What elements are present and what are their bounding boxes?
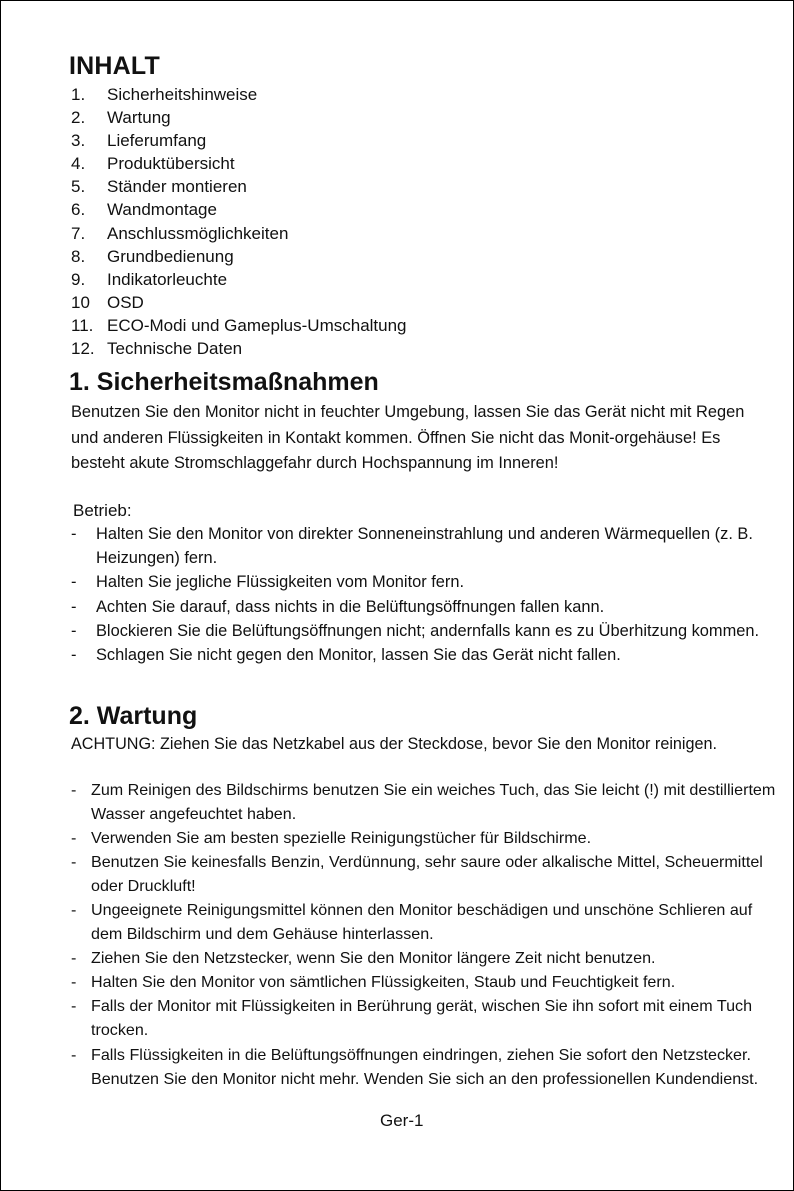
- bullet-item: [71, 595, 776, 619]
- bullet-text: Halten Sie jegliche Flüssigkeiten vom Monitor fern.: [96, 573, 465, 592]
- bullet-dash: -: [71, 1045, 77, 1064]
- toc-item-number: 9.: [71, 269, 86, 289]
- toc-item: [71, 222, 671, 245]
- toc-item: [71, 314, 671, 337]
- bullet-item: [71, 522, 776, 570]
- bullet-item: [71, 826, 783, 850]
- page-number: Ger-1: [380, 1111, 424, 1130]
- bullet-text: Ziehen Sie den Netzstecker, wenn Sie den Monitor längere Zeit nicht benutzen.: [91, 949, 656, 968]
- section-heading-maintenance: 2. Wartung: [69, 702, 198, 730]
- bullet-dash: -: [71, 781, 77, 799]
- toc-item-label: Wartung: [107, 108, 171, 128]
- toc-item-number: 12.: [71, 339, 95, 359]
- toc-item: [71, 129, 671, 152]
- toc-list: [71, 83, 671, 360]
- toc-item-number: 1.: [71, 85, 86, 104]
- toc-item-label: Technische Daten: [107, 339, 243, 359]
- toc-item-number: 11.: [71, 315, 94, 335]
- toc-item-label: Lieferumfang: [107, 131, 207, 151]
- operation-bullet-list: [71, 522, 776, 667]
- toc-item-label: Grundbedienung: [107, 246, 234, 266]
- maintenance-bullet-list: [71, 778, 783, 1091]
- toc-item-label: Ständer montieren: [107, 177, 247, 197]
- bullet-text: Falls der Monitor mit Flüssigkeiten in Berührung gerät, wischen Sie ihn sofort mit einem Tuch trocken.: [91, 997, 753, 1040]
- toc-item: [71, 291, 671, 314]
- bullet-dash: -: [71, 829, 77, 848]
- bullet-dash: -: [71, 901, 77, 920]
- toc-item: [71, 198, 671, 221]
- bullet-text: Halten Sie den Monitor von sämtlichen Flüssigkeiten, Staub und Feuchtigkeit fern.: [91, 973, 676, 992]
- toc-item: [71, 175, 671, 198]
- toc-item: [71, 83, 671, 106]
- bullet-dash: -: [71, 973, 77, 992]
- bullet-text: Blockieren Sie die Belüftungsöffnungen nicht; andernfalls kann es zu Überhitzung kommen.: [96, 621, 760, 640]
- bullet-item: [71, 994, 783, 1042]
- toc-item: [71, 268, 671, 291]
- maintenance-warning: ACHTUNG: Ziehen Sie das Netzkabel aus der Steckdose, bevor Sie den Monitor reinigen.: [71, 735, 718, 753]
- bullet-text: Schlagen Sie nicht gegen den Monitor, lassen Sie das Gerät nicht fallen.: [96, 646, 621, 665]
- safety-intro-paragraph: Benutzen Sie den Monitor nicht in feuchter Umgebung, lassen Sie das Gerät nicht mit Regen und anderen Flüssigkeiten in Kontakt kommen. Öffnen Sie nicht das Monit-orgehäuse! Es besteht akute Stromschlaggefahr durch Hochspannung im Inneren!: [71, 403, 745, 472]
- toc-item-label: Indikatorleuchte: [107, 269, 228, 289]
- bullet-item: [71, 970, 783, 994]
- bullet-text: Zum Reinigen des Bildschirms benutzen Sie ein weiches Tuch, das Sie leicht (!) mit destilliertem Wasser angefeuchtet haben.: [91, 781, 776, 824]
- section-heading-safety: 1. Sicherheitsmaßnahmen: [69, 368, 379, 396]
- bullet-item: [71, 643, 776, 667]
- toc-title: INHALT: [69, 52, 160, 80]
- toc-item-number: 4.: [71, 154, 86, 174]
- operation-label: Betrieb:: [73, 501, 132, 520]
- bullet-text: Ungeeignete Reinigungsmittel können den Monitor beschädigen und unschöne Schlieren auf dem Bildschirm und dem Gehäuse hinterlassen.: [91, 901, 753, 944]
- toc-item-number: 5.: [71, 177, 86, 197]
- toc-item-label: OSD: [107, 292, 144, 312]
- bullet-item: [71, 570, 776, 594]
- bullet-text: Benutzen Sie keinesfalls Benzin, Verdünnung, sehr saure oder alkalische Mittel, Scheuermittel oder Druckluft!: [91, 853, 763, 896]
- toc-item-label: Sicherheitshinweise: [107, 85, 258, 104]
- bullet-text: Achten Sie darauf, dass nichts in die Belüftungsöffnungen fallen kann.: [96, 597, 605, 616]
- bullet-dash: -: [71, 573, 77, 592]
- bullet-dash: -: [71, 525, 77, 543]
- toc-item: [71, 245, 671, 268]
- bullet-dash: -: [71, 997, 77, 1016]
- toc-item: [71, 337, 671, 360]
- toc-item-number: 6.: [71, 200, 86, 220]
- bullet-item: [71, 946, 783, 970]
- bullet-text: Falls Flüssigkeiten in die Belüftungsöffnungen eindringen, ziehen Sie sofort den Netzstecker. Benutzen Sie den Monitor nicht mehr. Wenden Sie sich an den professionellen Kundendienst.: [91, 1045, 759, 1088]
- bullet-dash: -: [71, 949, 77, 968]
- bullet-dash: -: [71, 853, 77, 872]
- bullet-item: [71, 898, 783, 946]
- bullet-item: [71, 778, 783, 826]
- toc-item-label: ECO-Modi und Gameplus-Umschaltung: [107, 315, 407, 335]
- toc-item: [71, 106, 671, 129]
- toc-item-number: 7.: [71, 223, 86, 243]
- toc-item-number: 3.: [71, 131, 86, 151]
- bullet-item: [71, 619, 776, 643]
- bullet-text: Halten Sie den Monitor von direkter Sonneneinstrahlung und anderen Wärmequellen (z. B. Heizungen) fern.: [96, 525, 753, 568]
- bullet-dash: -: [71, 597, 77, 616]
- toc-item-label: Wandmontage: [107, 200, 217, 220]
- toc-item-number: 8.: [71, 246, 86, 266]
- bullet-item: [71, 850, 783, 898]
- bullet-dash: -: [71, 621, 77, 640]
- toc-item: [71, 152, 671, 175]
- toc-item-number: 2.: [71, 108, 86, 128]
- toc-item-number: 10: [71, 292, 90, 312]
- bullet-dash: -: [71, 646, 77, 665]
- bullet-text: Verwenden Sie am besten spezielle Reinigungstücher für Bildschirme.: [91, 829, 592, 848]
- toc-item-label: Produktübersicht: [107, 154, 235, 174]
- toc-item-label: Anschlussmöglichkeiten: [107, 223, 289, 243]
- bullet-item: [71, 1043, 783, 1091]
